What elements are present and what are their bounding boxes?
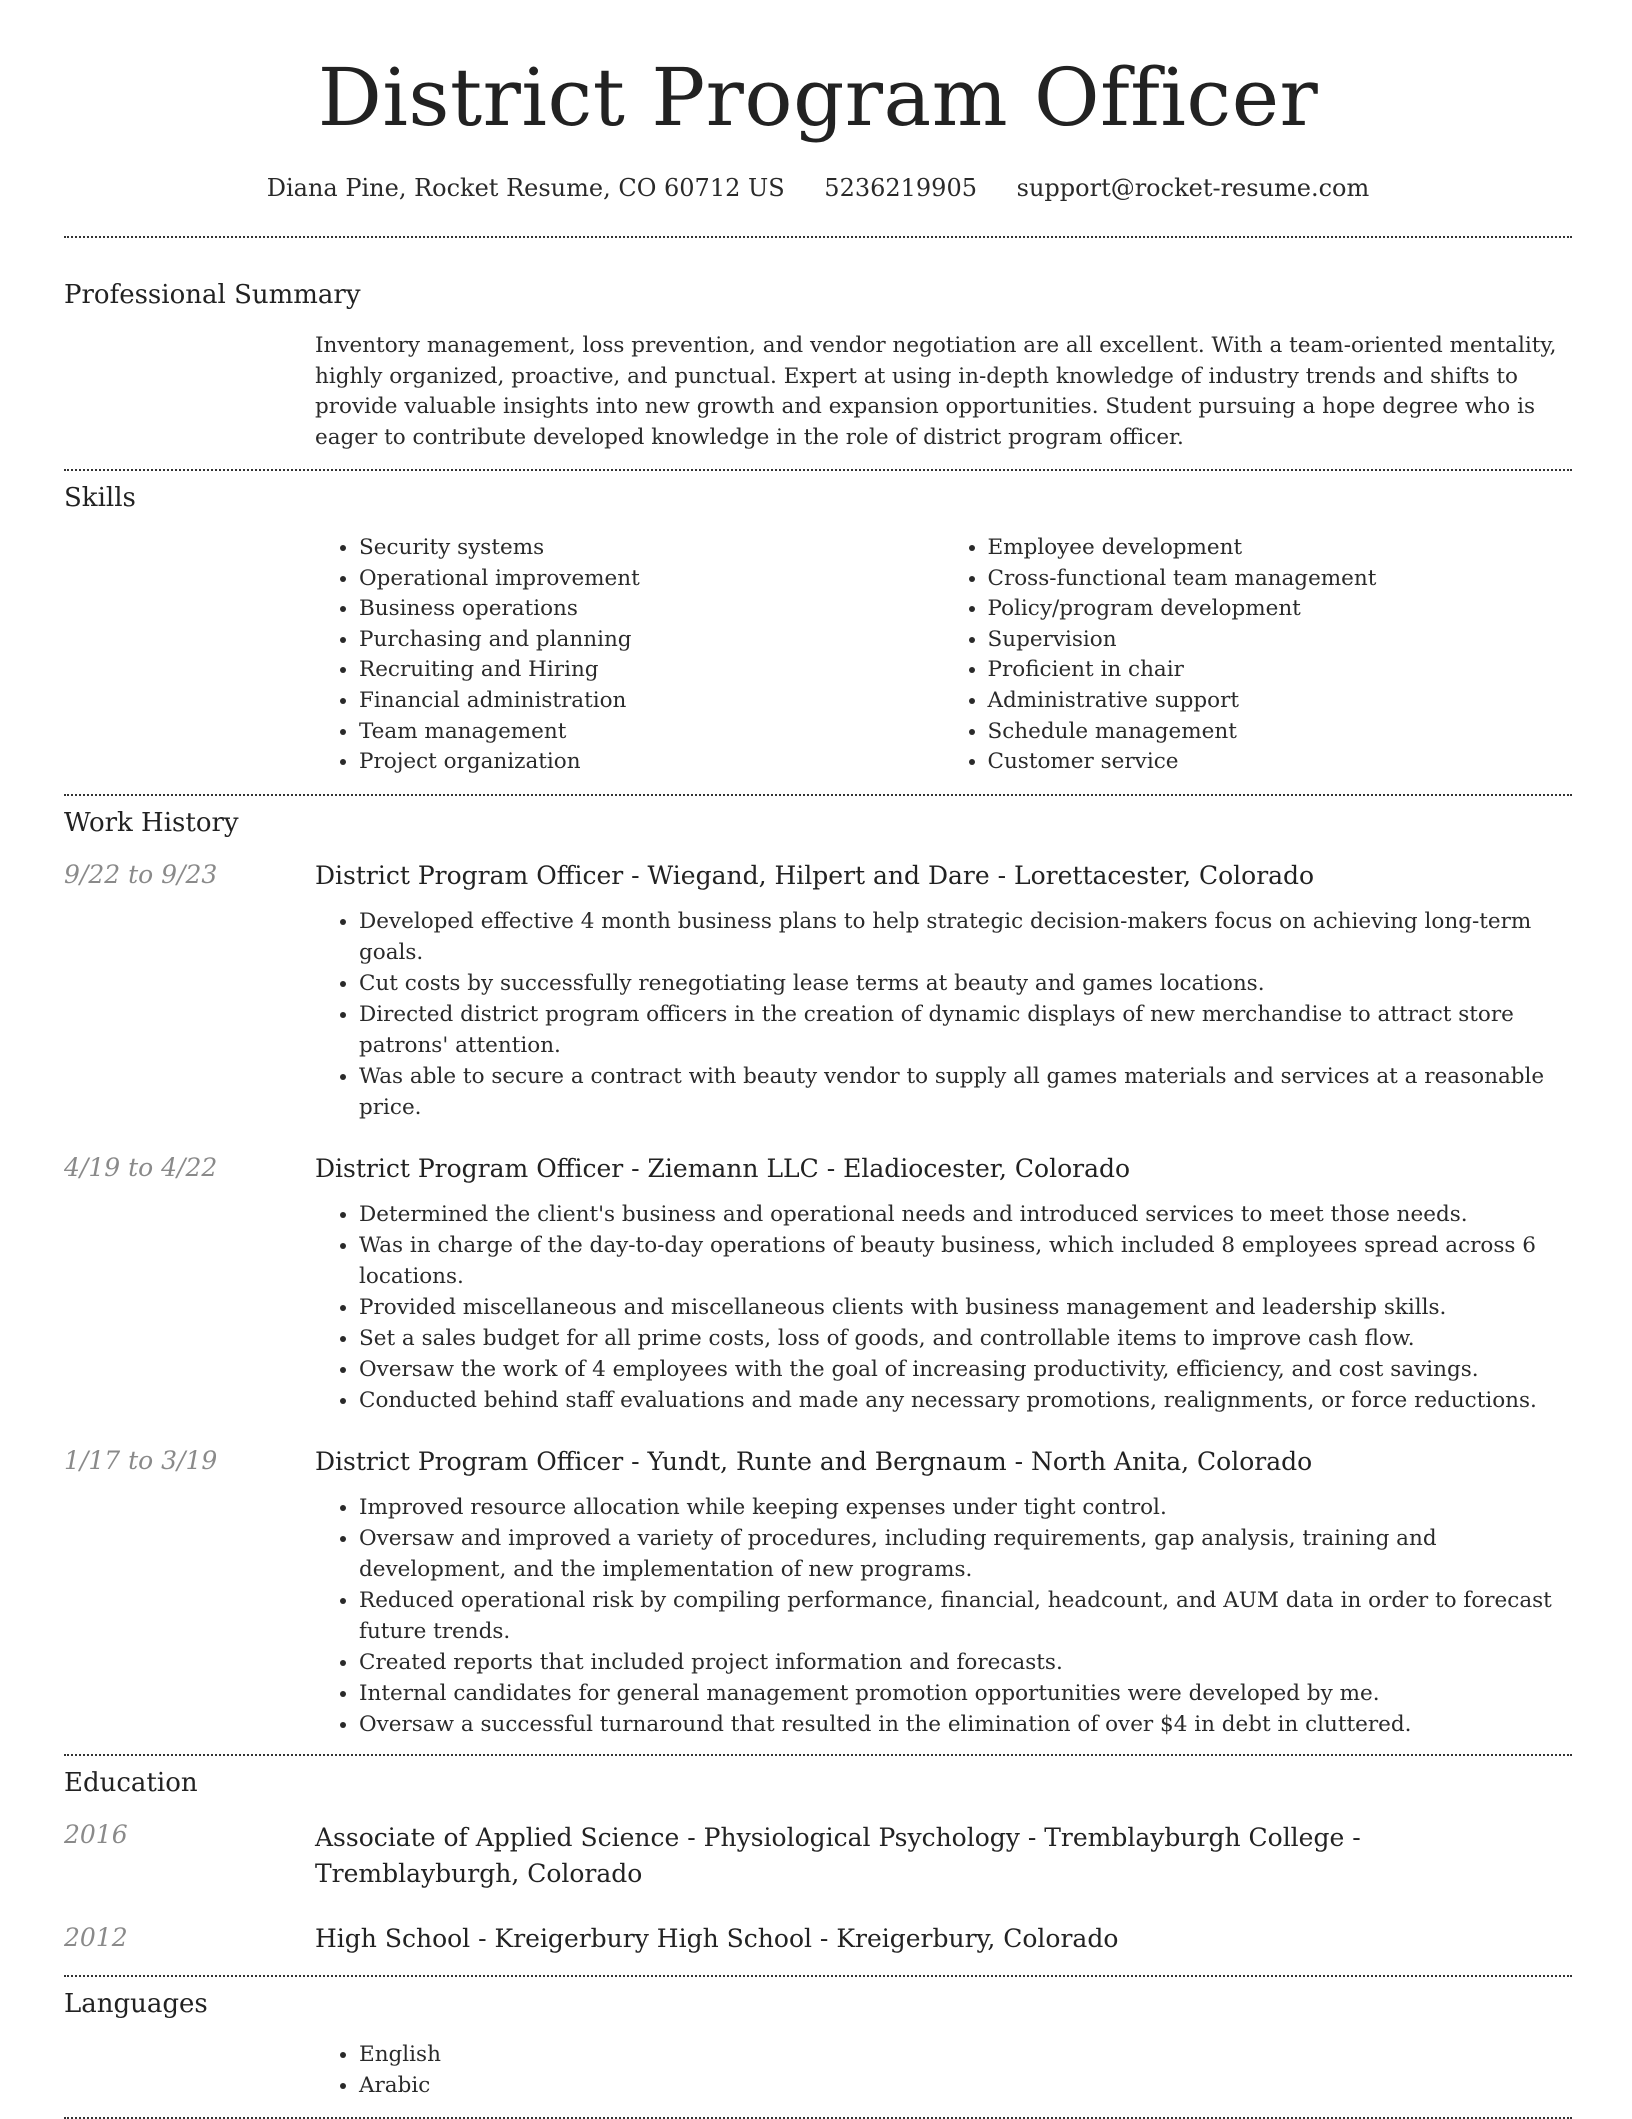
section-title-skills: Skills [64, 483, 136, 513]
education-text: High School - Kreigerbury High School - Kreigerbury, Colorado [315, 1923, 1119, 1953]
job-bullet: • Set a sales budget for all prime costs, loss of goods, and controllable items to improve cash flow. [359, 1323, 1572, 1354]
job-bullet: • Oversaw and improved a variety of procedures, including requirements, gap analysis, training and development, and the implementation of new programs. [359, 1523, 1572, 1585]
job-bullet: • Cut costs by successfully renegotiating lease terms at beauty and games locations. [359, 968, 1572, 999]
job-dates: 4/19 to 4/22 [64, 1152, 218, 1182]
skill-item: • Financial administration [359, 686, 944, 717]
job-bullet: • Determined the client's business and operational needs and introduced services to meet those needs. [359, 1199, 1572, 1230]
language-item: • Arabic [359, 2070, 1572, 2101]
job-bullet: • Improved resource allocation while keeping expenses under tight control. [359, 1492, 1572, 1523]
job-bullet: • Conducted behind staff evaluations and made any necessary promotions, realignments, or force reductions. [359, 1385, 1572, 1416]
skills-column-right [944, 533, 1573, 778]
divider [64, 1754, 1572, 1756]
divider [64, 2117, 1572, 2119]
skill-item: • Project organization [359, 747, 944, 778]
contact-line [64, 174, 1572, 202]
job-title: District Program Officer - Yundt, Runte and Bergnaum - North Anita, Colorado [315, 1446, 1313, 1476]
job-bullet: • Created reports that included project information and forecasts. [359, 1647, 1572, 1678]
divider [64, 469, 1572, 471]
job-entry [64, 1153, 1572, 1416]
resume-title: District Program Officer [317, 51, 1319, 144]
skill-item: • Operational improvement [359, 564, 944, 595]
skill-item: • Team management [359, 717, 944, 748]
job-bullet: • Oversaw the work of 4 employees with the goal of increasing productivity, efficiency, and cost savings. [359, 1354, 1572, 1385]
job-bullet: • Internal candidates for general management promotion opportunities were developed by me. [359, 1678, 1572, 1709]
divider [64, 794, 1572, 796]
skill-item: • Administrative support [988, 686, 1573, 717]
job-bullet: • Was in charge of the day-to-day operations of beauty business, which included 8 employees spread across 6 locations. [359, 1230, 1572, 1292]
skill-item: • Security systems [359, 533, 944, 564]
education-year: 2016 [64, 1819, 128, 1849]
languages-list [315, 2039, 1572, 2101]
divider [64, 1975, 1572, 1977]
job-body [315, 860, 1572, 1123]
divider [64, 236, 1572, 238]
skill-item: • Recruiting and Hiring [359, 655, 944, 686]
skill-item: • Employee development [988, 533, 1573, 564]
skill-item: • Purchasing and planning [359, 625, 944, 656]
job-title: District Program Officer - Ziemann LLC - Eladiocester, Colorado [315, 1153, 1131, 1183]
languages-bullets [315, 2039, 1572, 2101]
job-title: District Program Officer - Wiegand, Hilpert and Dare - Lorettacester, Colorado [315, 860, 1315, 890]
education-year: 2012 [64, 1922, 128, 1952]
job-bullets [315, 906, 1572, 1123]
section-title-education: Education [64, 1767, 198, 1798]
job-body [315, 1446, 1572, 1740]
job-dates: 1/17 to 3/19 [64, 1445, 218, 1475]
job-bullet: • Developed effective 4 month business plans to help strategic decision-makers focus on achieving long-term goals. [359, 906, 1572, 968]
summary-text: Inventory management, loss prevention, and vendor negotiation are all excellent. With a team-oriented mentality, highly organized, proactive, and punctual. Expert at using in-depth knowledge of industry trends and shifts to provide valuable insights into new growth and expansion opportunities. Student pursuing a hope degree who is eager to contribute developed knowledge in the role of district program officer. [315, 333, 1557, 450]
contact-address: Diana Pine, Rocket Resume, CO 60712 US [266, 174, 785, 202]
job-bullets [315, 1199, 1572, 1416]
contact-email: support@rocket-resume.com [1016, 174, 1370, 202]
skill-item: • Schedule management [988, 717, 1573, 748]
skills-list [315, 533, 1572, 778]
contact-phone: 5236219905 [824, 174, 977, 202]
section-title-summary: Professional Summary [64, 280, 361, 310]
education-entry [64, 1820, 1572, 1892]
skills-column-left [315, 533, 944, 778]
job-entry [64, 860, 1572, 1123]
job-bullet: • Was able to secure a contract with beauty vendor to supply all games materials and services at a reasonable price. [359, 1061, 1572, 1123]
skill-item: • Supervision [988, 625, 1573, 656]
job-bullet: • Provided miscellaneous and miscellaneous clients with business management and leadership skills. [359, 1292, 1572, 1323]
job-bullets [315, 1492, 1572, 1740]
education-entry [64, 1923, 1572, 1955]
job-bullet: • Directed district program officers in the creation of dynamic displays of new merchandise to attract store patrons' attention. [359, 999, 1572, 1061]
education-body [315, 1820, 1572, 1892]
resume-page [64, 0, 1572, 2119]
skill-item: • Cross-functional team management [988, 564, 1573, 595]
job-dates: 9/22 to 9/23 [64, 859, 218, 889]
section-title-work: Work History [64, 807, 239, 838]
section-title-languages: Languages [64, 1988, 208, 2019]
job-entry [64, 1446, 1572, 1740]
education-body [315, 1923, 1572, 1955]
job-body [315, 1153, 1572, 1416]
language-item: • English [359, 2039, 1572, 2070]
skill-item: • Policy/program development [988, 594, 1573, 625]
skill-item: • Customer service [988, 747, 1573, 778]
skill-item: • Proficient in chair [988, 655, 1573, 686]
education-text: Associate of Applied Science - Physiological Psychology - Tremblayburgh College - Tremblayburgh, Colorado [315, 1822, 1361, 1888]
skill-item: • Business operations [359, 594, 944, 625]
job-bullet: • Reduced operational risk by compiling performance, financial, headcount, and AUM data in order to forecast future trends. [359, 1585, 1572, 1647]
job-bullet: • Oversaw a successful turnaround that resulted in the elimination of over $4 in debt in cluttered. [359, 1709, 1572, 1740]
